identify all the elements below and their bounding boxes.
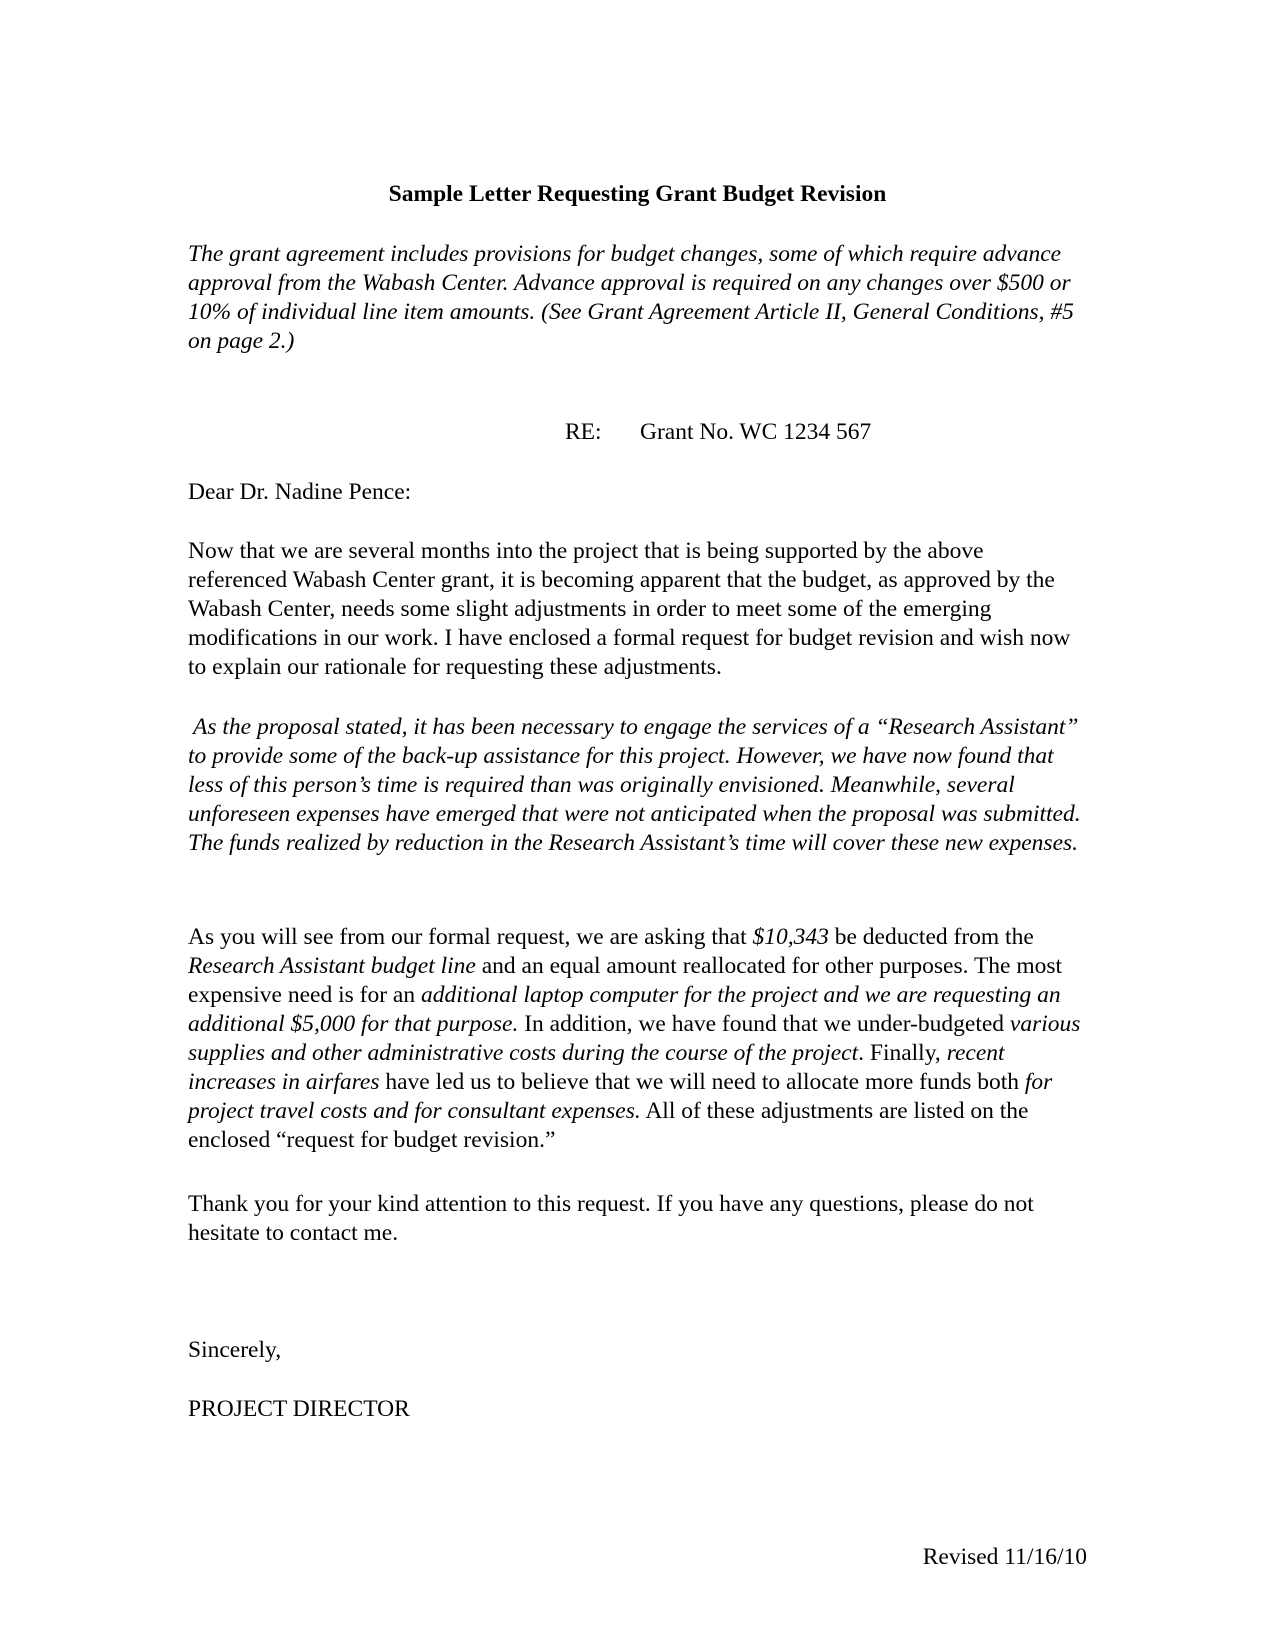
reference-label: RE: bbox=[565, 419, 602, 445]
intro-instructions: The grant agreement includes provisions for budget changes, some of which require advance approval from the Wabash Center. Advance approval is required on any changes over $500 or 10% of individual line item amounts. (See Grant Agreement Article II, General Conditions, #5 on page 2.) bbox=[188, 241, 1074, 354]
salutation: Dear Dr. Nadine Pence: bbox=[188, 479, 412, 505]
italic-run: for project travel costs and for consultant expenses. bbox=[188, 1069, 1053, 1124]
italic-run: $10,343 bbox=[752, 924, 829, 950]
italic-run: various supplies and other administrative costs during the course of the project bbox=[188, 1011, 1081, 1066]
closing: Sincerely, bbox=[188, 1337, 282, 1363]
reference-line bbox=[565, 418, 871, 447]
italic-run: Research Assistant budget line bbox=[188, 953, 476, 979]
revision-date: Revised 11/16/10 bbox=[922, 1544, 1087, 1570]
text-run: be deducted from the bbox=[828, 924, 1034, 950]
text-run: In addition, we have found that we under-budgeted bbox=[518, 1011, 1010, 1037]
document-title: Sample Letter Requesting Grant Budget Revision bbox=[388, 181, 887, 207]
text-run: and an equal amount reallocated for other purposes. The most expensive need is for an bbox=[188, 953, 1063, 1008]
body-paragraph-3 bbox=[188, 923, 1088, 1155]
signer-title: PROJECT DIRECTOR bbox=[188, 1396, 410, 1422]
body-paragraph-4: Thank you for your kind attention to this request. If you have any questions, please do not hesitate to contact me. bbox=[188, 1191, 1034, 1246]
italic-run: recent increases in airfares bbox=[188, 1040, 1005, 1095]
text-run: All of these adjustments are listed on the enclosed “request for budget revision.” bbox=[188, 1098, 1029, 1153]
body-paragraph-1: Now that we are several months into the project that is being supported by the above referenced Wabash Center grant, it is becoming apparent that the budget, as approved by the Wabash Center, needs some slight adjustments in order to meet some of the emerging modifications in our work. I have enclosed a formal request for budget revision and wish now to explain our rationale for requesting these adjustments. bbox=[188, 538, 1071, 680]
italic-run: additional laptop computer for the project and we are requesting an additional $5,000 for that purpose. bbox=[188, 982, 1061, 1037]
text-run: . Finally, bbox=[858, 1040, 947, 1066]
text-run: have led us to believe that we will need to allocate more funds both bbox=[379, 1069, 1025, 1095]
text-run: As you will see from our formal request, we are asking that bbox=[188, 924, 753, 950]
grant-number: Grant No. WC 1234 567 bbox=[640, 419, 872, 445]
body-paragraph-2: As the proposal stated, it has been necessary to engage the services of a “Research Assistant” to provide some of the back-up assistance for this project. However, we have now found that less of this person’s time is required than was originally envisioned. Meanwhile, several unforeseen expenses have emerged that were not anticipated when the proposal was submitted. The funds realized by reduction in the Research Assistant’s time will cover these new expenses. bbox=[188, 714, 1081, 856]
